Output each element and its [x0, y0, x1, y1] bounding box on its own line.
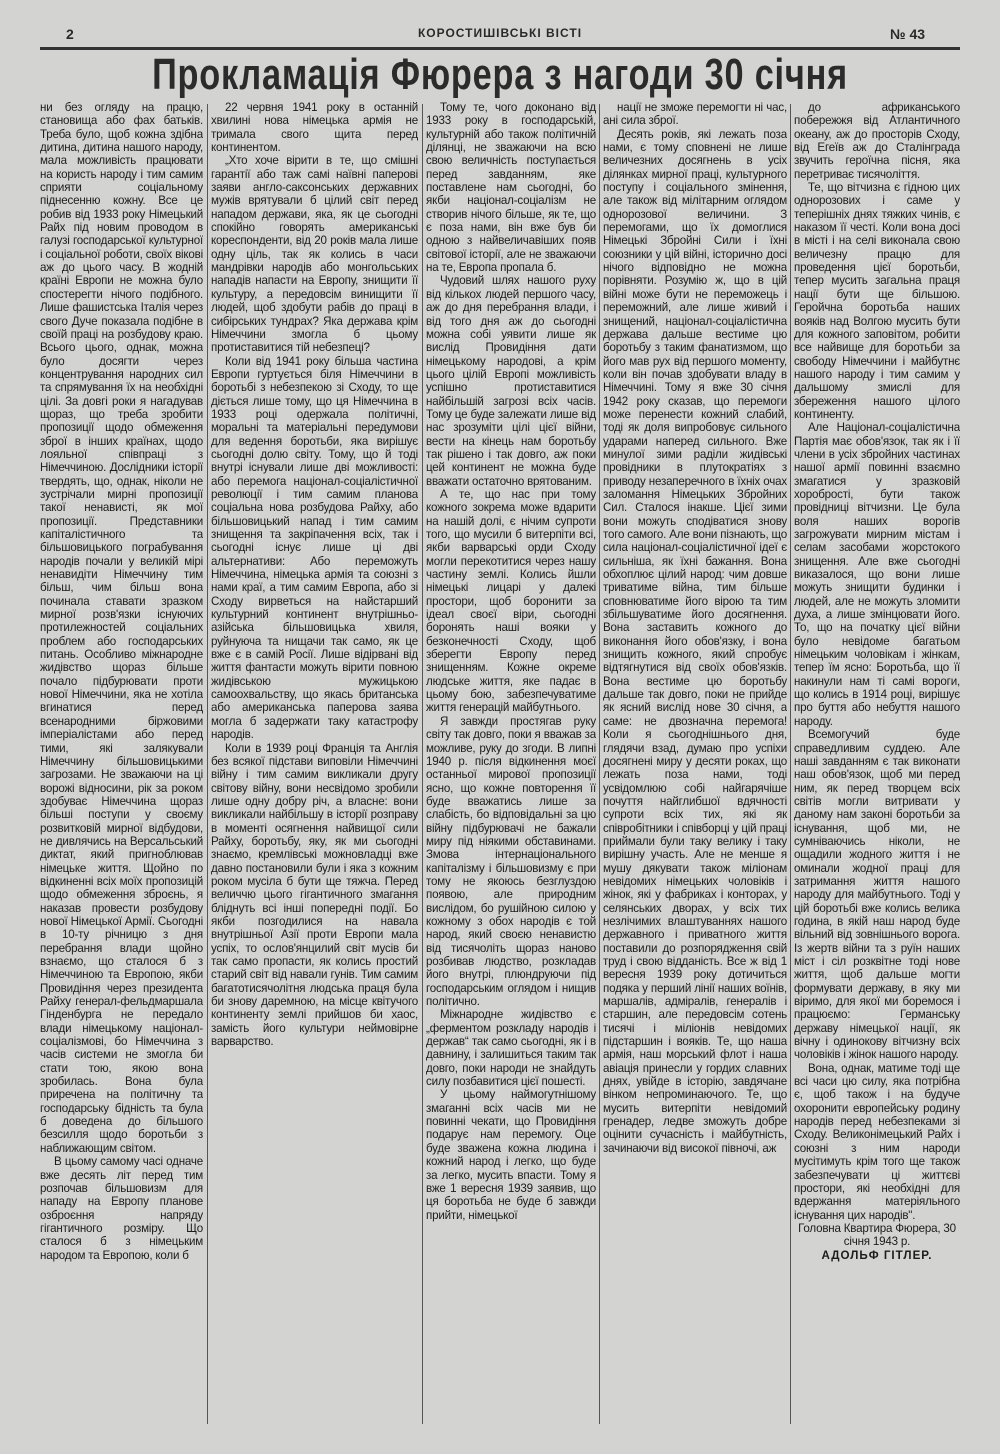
column-4: [603, 101, 787, 1431]
paragraph: Тому те, чого доконано від 1933 року в господарській, культурній або також політичній ділянці, не зважаючи на всю свою величність поступається перед завданням, яке поставлене нам сьогодні, бо якби націонал-соціалізм не створив нічого більше, як те, що є поза нами, він вже був би одною з найвеличавіших появ світової історії, але не зважаючи на те, Европа пропала б.: [426, 101, 596, 275]
paragraph: Всемогучий буде справедливим суддею. Але наші завданням є так виконати наш обов'язок, щоб ми перед ним, як перед творцем всіх світів могли витривати у даному нам законі боротьби за існування, щоб ми, не сумніваючись ніколи, не ощадили жодного життя і не оминали жодної праці для затримання життя нашого народу для майбутнього. Тоді у цій боротьбі вже колись велика година, в якій наш народ буде вільний від зовнішнього ворога. Із жертв війни та з руїн наших міст і сіл розквітне тоді нове життя, щоб дальше могти формувати державу, в яку ми віримо, для якої ми боремося і працюємо: Германську державу німецької нації, як вічну і одинокову вітчизну всіх чоловіків і жінок нашого народу.: [794, 728, 960, 1062]
paragraph: Але Націонал-соціалістична Партія має обов'язок, так як і її члени в усіх збройних частинах нашої армії повинні взаємно змагатися у зразковій хоробрості, бути також провідниці вітчизни. Це була воля наших ворогів загрожувати мирним містам і селам засобами жорстокого знищення. Але вже сьогодні виказалося, що вони лише можуть знищити будинки і людей, але не можуть зломити духа, а лише змінцювати його. То, що на початку цієї війни було невідоме багатьом німецьким чоловікам і жінкам, тепер їм ясно: Боротьба, що її накинули нам ті самі вороги, що колись в 1914 році, вирішує про буття або небуття нашого народу.: [794, 421, 960, 728]
column-5: [794, 101, 960, 1431]
column-3: [426, 101, 596, 1431]
issue-number: № 43: [890, 26, 926, 42]
page-number: 2: [66, 26, 74, 42]
paragraph: Чудовий шлях нашого руху від кількох людей першого часу, аж до дня перебрання влади, і від того дня аж до сьогодні можна собі уявити лише як вислід Провидіння дати німецькому народові, а крім цього цілій Европі можливість успішно протиставитися найбільшій загрозі всіх часів. Тому це буде залежати лише від нас зрозуміти цілі цієї війни, вести на кінець нам боротьбу так рішено і так довго, аж поки цей континент не можна буде вважати остаточно врятованим.: [426, 274, 596, 488]
paragraph: Коли від 1941 року більша частина Европи гуртується біля Німеччини в боротьбі з небезпекою зі Сходу, то ще діється лише тому, що ця Німеччина в 1933 році одержала політичні, моральні та матеріальні передумови для ведення боротьби, яка вирішує сьогодні долю світу. Тому, що й тоді внутрі існували лише дві можливості: або перемога націонал-соціалістичної революції і тим самим планова соціальна нова розбудова Райху, або більшовицький напад і тим самим знищення та закріпачення всіх, так і сьогодні існує лише ці дві альтернативи: Або переможуть Німеччина, німецька армія та союзні з нами краї, а тим самим Европа, або зі Сходу вирветься на найстарший культурний континент внутрішньо-азійська більшовицька хвиля, руйнуюча та нищачи так само, як це вже є в самій Росії. Лише відірвані від життя фантасти можуть вірити повною жидівською мужицькою самоохвальству, що якась британська або американська паперова заява могла б задержати таку катастрофу народів.: [211, 354, 418, 742]
paragraph: Міжнародне жидівство є „ферментом розкладу народів і держав“ так само сьогодні, як і в давнину, і залишиться таким так довго, поки народи не знайдуть силу позбавитися цієї пошесті.: [426, 1008, 596, 1089]
column-rule: [790, 104, 791, 1424]
column-1: [40, 101, 203, 1431]
paragraph: Те, що вітчизна є гідною цих однорозових і саме у теперішніх днях тяжких чинів, є наказом її честі. Коли вона досі в місті і на селі виконала свою величезну працю для проведення цієї боротьби, тепер мусить загальна праця нації бути ще більшою. Геройчна боротьба наших вояків над Волгою мусить бути для кожного заповітом, робити все найвище для боротьби за свободу Німеччини і майбутнє нашого народу і тим самим у дальшому змислі для збереження нашого цілого континенту.: [794, 181, 960, 421]
paragraph: А те, що нас при тому кожного зокрема може вдарити на нашій долі, є нічим супроти того, що мусили б витерпіти всі, якби варварські орди Сходу могли перекотитися через нашу частину землі. Колись йшли німецькі лицарі у далекі простори, щоб боронити за ідеал своєї віри, сьогодні боронять наші вояки у безконечності Сходу, щоб зберегти Европу перед знищенням. Кожне окреме людське життя, яке падає в цьому бою, забезпечуватиме життя генерацій майбутнього.: [426, 487, 596, 715]
paragraph: Я завжди простягав руку світу так довго, поки я вважав за можливе, руку до згоди. В липні 1940 р. після відкинення моєї останньої мирової пропозиції ясно, що кожне повторення її буде вважатись лише за слабість, бо відповідальні за цю війну підбурювачі не бажали миру під ніякими обставинами. Змова інтернаціонального капіталізму і більшовизму є при тому не якоюсь безглуздою появою, але природним вислідом, бо рушійною силою у кожному з обох народів є той народ, який своєю ненавистю від тисячоліть щораз наново розбивав людство, розкладав його внутрі, плюндруючи під господарським оглядом і нищив політично.: [426, 714, 596, 1009]
paragraph: 22 червня 1941 року в останній хвилині нова німецька армія не тримала свого щита перед континентом.: [211, 101, 418, 155]
column-rule: [599, 104, 600, 1424]
paragraph: Десять років, які лежать поза нами, є тому сповнені не лише величезних досягнень в усіх ділянках мирної праці, культурного поступу і соціального змінення, але також від мілітарним оглядом однорозової величини. З перемогами, що їх домоглися Німецькі Збройні Сили і їхні союзники у цій війні, історично досі нічого відповідно не можна порівняти. Розумію ж, що в цій війні може бути не переможець і переможний, але лише живий і знищений, націонал-соціалістична держава дальше вестиме цю боротьбу з таким фанатизмом, що його мав рух від першого моменту, коли він почав здобувати владу в Німеччині. Тому я вже 30 січня 1942 року сказав, що перемоги може перенести кожний слабий, тоді як доля випробовує сильного ударами наперед сильного. Вже минулої зими раділи жидівські провідники в плутократіях з приводу незаперечного в їхніх очах заломання Німецьких Збройних Сил. Сталося інакше. Цієї зими вони можуть сподіватися знову того самого. Але вони пізнають, що сила націонал-соціалістичної ідеї є сильніша, як їхні бажання. Вона обхоплює цілий народ: чим довше триватиме війна, тим більше сповнюватиме його вірою та тим збільшуватиме його досягнення. Вона заставить кожного до виконання його обов'язку, і вона знищить кожного, який спробує відтягнутися від своїх обов'язків. Вона вестиме цю боротьбу дальше так довго, поки не прийде як ясний вислід нове 30 січня, а саме: не двозначна перемога! Коли я сьогоднішнього дня, глядячи взад, думаю про успіхи досягнені миру у десяти роках, що лежать поза нами, тоді усвідомлюю собі найгарячіше почуття найглибшої вдячності супроти всіх тих, які як співробітники і співборці у цій праці приймали були таку велику і таку вирішну участь. Але не менше я мушу дякувати також міліонам невідомих німецьких чоловіків і жінок, які у фабриках і конторах, у селянських дворах, у всіх тих незлічимих влаштуваннях нашого державного і приватного життя поставили до розпорядження свій труд і свою відданість. Все ж від 1 вересня 1939 року дотичиться подяка у перший лінії наших воїнів, маршалів, адміралів, генералів і старшин, але передовсім сотень тисячі і міліонів невідомих підстаршин і вояків. Те, що наша армія, наш морський флот і наша авіація принесли у гордих славних днях, увійде в історію, завдячане вінком непроминаючого. Те, що мусить витерпіти невідомий гренадер, ледве зможуть добре оцінити сучасність і майбутність, зачинаючи від високої півночі, аж: [603, 127, 787, 1155]
column-2: [211, 101, 418, 1431]
masthead: КОРОСТИШІВСЬКІ ВІСТІ: [417, 26, 583, 40]
paragraph: до африканського побережжя від Атлантичного океану, аж до просторів Сходу, від Егеїв аж до Сталінграда звучить героїчна пісня, яка перетриває тисячоліття.: [794, 101, 960, 181]
paragraph: „Хто хоче вірити в те, що смішні гарантії або таж самі наївні паперові заяви англо-саксонських державних мужів врятували б цілий світ перед нападом держави, яка, як це сьогодні спокійно говорять американські кореспонденти, від 20 років мала лише одну ціль, так як колись в часи мандрівки народів або монгольських нападів напасти на Европу, знищити її культуру, а передовсім винищити її людей, щоб здобути рабів до праці в сибірських тундрах? Яка держава крім Німеччини змогла б цьому протиставитися тій небезпеці?: [211, 154, 418, 355]
column-rule: [207, 104, 208, 1424]
signature-place-date: Головна Квартира Фюрера, 30 січня 1943 р.: [798, 1221, 956, 1249]
paragraph: Вона, однак, матиме тоді ще всі часи цю силу, яка потрібна є, щоб також і на будуче охоронити европейську родину народів перед небезпеками зі Сходу. Великонімецький Райх і союзні з ним народи мусітимуть крім того ще також забезпечувати ці життєві простори, які необхідні для вдержання матеріяльного існування цих народів".: [794, 1061, 960, 1222]
paragraph: ни без огляду на працю, становища або фах батьків. Треба було, щоб кожна здібна дитина, дитина нашого народу, мала можливість працювати на користь народу і тим самим сприяти соціальному піднесенню кожну. Все це робив від 1933 року Німецький Райх під новим проводом в галузі господарської культурної і соціальної роботи, своїх вікові аж до цього часу. В жодній країні Европи не можна було спостерегти нічого подібного. Лише фашистська Італія через свого Дуче показала подібне в своїй праці на розбудову краю. Всього цього, однак, можна було досягти через концентрування народних сил та спрямування їх на необхідні цілі. За довгі роки я нагадував щораз, що треба зробити пропозиції щодо обмеження зброї в інших країнах, щодо лояльної співпраці з Німеччиною. Дослідники історії твердять, що, однак, ніколи не зустрічали мирні пропозиції такої ненависті, як мої пропозиції. Представники капіталістичного та більшовицького пограбування народів почали у великій мірі ненавидіти Німеччину тим більш, чим більш вона починала ставати зразком мирної розв'язки існуючих протилежностей соціальних проблем або господарських питань. Особливо міжнародне жидівство щораз більше почало підбурювати проти нової Німеччини, яка не хотіла вгинатися перед всенародними біржовими імперіалістами або перед тими, які залякували Німеччину більшовицькими загрозами. Не зважаючи на ці ворожі відносини, рік за роком здобуває Німеччина щораз більші поступи у своєму розвитковій мирної відбудови, не дивлячись на Версальський диктат, який пригноблював німецьке життя. Щойно по відкиненні всіх моїх пропозицій щодо обмеження зброєнь, я наказав провести розбудову нової Німецької Армії. Сьогодні в 10-ту річницю з дня перебрання влади щойно взнаємо, що сталося б з Німеччиною та Европою, якби Провидіння через президента Райху генерал-фельдмаршала Гінденбурга не передало влади німецькому націонал-соціалізмові, бо Німеччина з часів системи не змогла би стати тою, якою вона зробилась. Вона була приречена на політичну та господарську бідність та була б доведена до більшого безсилля щодо боротьби з наближающим світом.: [40, 101, 203, 1155]
column-rule: [422, 104, 423, 1424]
article-title: Прокламація Фюрера з нагоди 30 січня: [152, 50, 848, 99]
paragraph: нації не зможе перемогти ні час, ані сила зброї.: [603, 101, 787, 128]
paragraph: В цьому самому часі одначе вже десять літ перед тим розпочав більшовизм для нападу на Европу планове озброєння напряду гігантичного розміру. Що сталося б з німецьким народом та Европою, коли б: [40, 1155, 203, 1262]
signature-name: АДОЛЬФ ГІТЛЕР.: [821, 1248, 933, 1262]
paragraph: У цьому наймогутнішому змаганні всіх часів ми не повинні чекати, що Провидіння подарує нам перемогу. Оце буде зважена кожна людина і кожний народ і легко, що буде за легко, мусить впасти. Тому я вже 1 вересня 1939 заявив, що ця боротьба не буде б завжди прийти, німецької: [426, 1088, 596, 1222]
paragraph: Коли в 1939 році Франція та Англія без всякої підстави виповіли Німеччині війну і тим самим викликали другу світову війну, вони несвідомо зробили лише одну добру річ, а власне: вони викликали найбільшу в історії розправу в моменті осягнення найвищої сили Райху, боротьбу, яку, як ми сьогодні знаємо, кремлівські можновладці вже давно постановили були і яка з кожним роком мусіла б бути ще тяжча. Перед величчю цього гігантичного змагання бліднуть всі інші попередні події. Бо якби позгодилися на навала внутрішньої Азії проти Европи мала успіх, то ослов'янцилий світ мусів би так само пропасти, як колись простий старий світ від навали гунів. Тим самим багатотисячолітня людська праця була би знову даремною, на місце квітучого континенту землі прийшов би хаос, замість його культури неймовірне варварство.: [211, 741, 418, 1049]
